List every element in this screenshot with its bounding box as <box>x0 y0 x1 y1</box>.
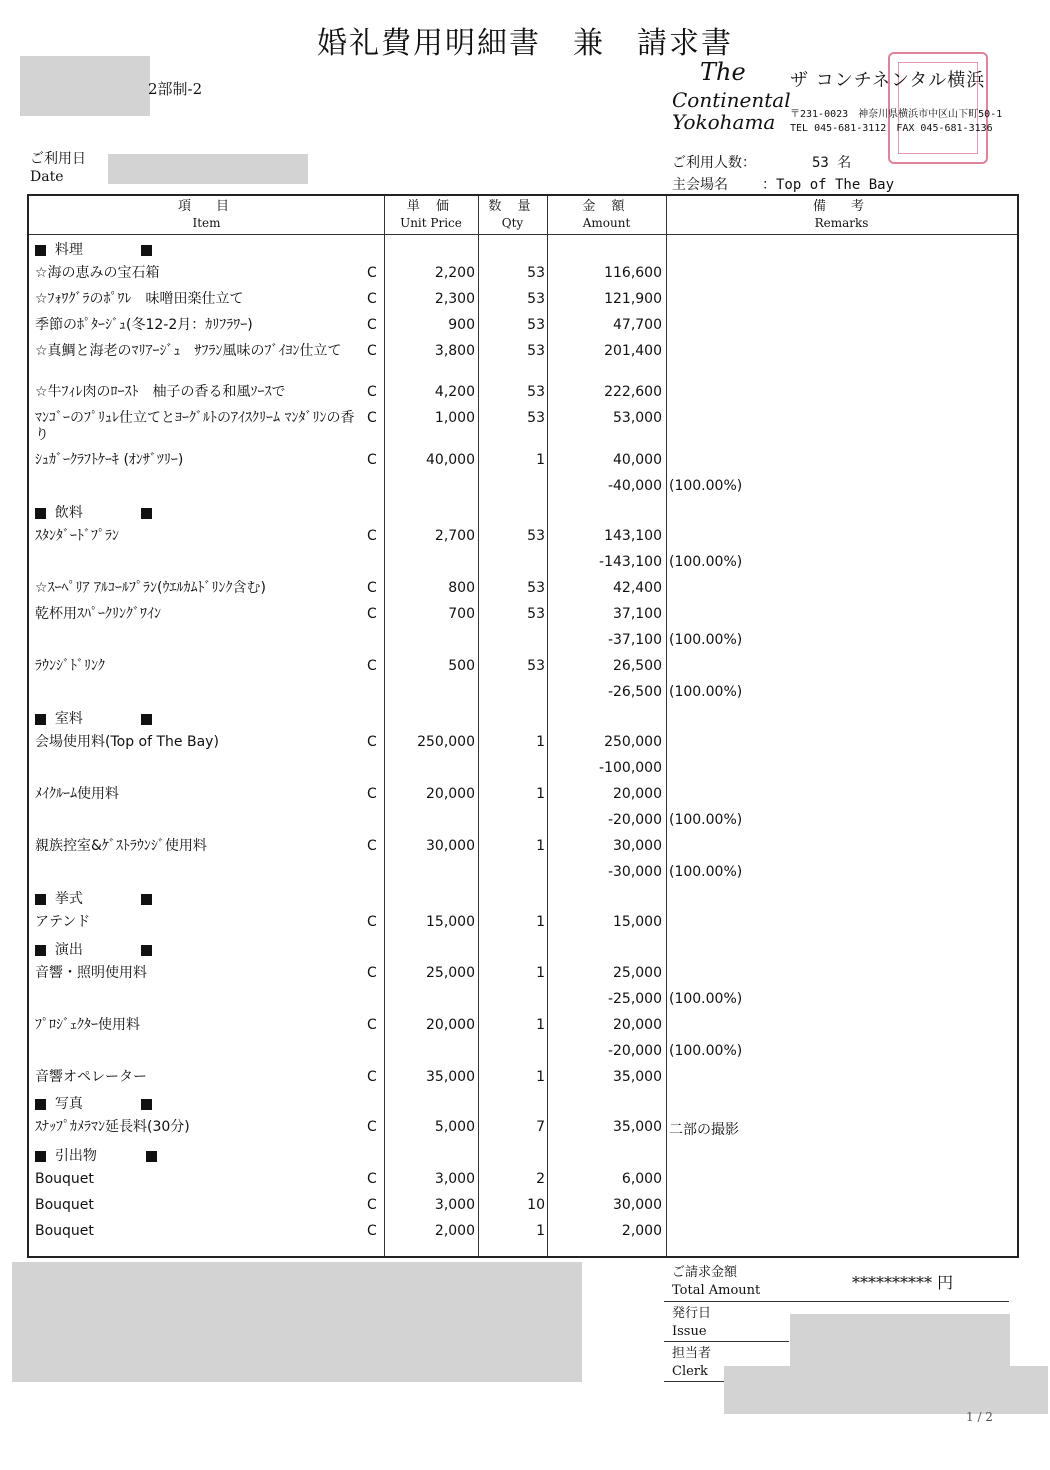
clerk-label-en: Clerk <box>672 1364 708 1379</box>
issue-date-label-en: Issue <box>672 1324 707 1339</box>
section-header: 室料 <box>35 708 152 728</box>
use-date-label <box>30 150 86 186</box>
venue-value: ：Top of The Bay <box>762 177 895 193</box>
section-header: 飲料 <box>35 502 152 522</box>
redacted-notes-block <box>12 1262 582 1382</box>
column-header-item: 項 目 Item <box>177 199 235 230</box>
use-date-label-en: Date <box>30 169 64 185</box>
section-header: 挙式 <box>35 888 152 908</box>
hotel-logo-the: The <box>700 58 746 86</box>
column-header-unit-price: 単 価 Unit Price <box>400 199 462 230</box>
hotel-address <box>790 108 1002 136</box>
hotel-name: ザ コンチネンタル横浜 <box>790 70 986 91</box>
use-date-label-jp: ご利用日 <box>30 151 86 167</box>
hotel-postal-address: 〒231-0023 神奈川県横浜市中区山下町50-1 <box>790 109 1003 120</box>
invoice-table: 項 目 Item 単 価 Unit Price 数 量 Qty 金 額 Amount 備 考 Remarks 料理 ☆海の恵みの宝石箱 C 2,200 53 116,600 ☆ﾌｫﾜｸﾞﾗのﾎﾟﾜﾚ 味噌田楽仕立て C 2,300 53 121,900 季節のﾎﾟﾀｰｼﾞｭ(冬12-2月：ｶﾘﾌﾗﾜｰ) C 900 53 47,700 ☆真鯛と海老のﾏﾘｱｰｼﾞｭ ｻﾌﾗﾝ風味のﾌﾞｲﾖﾝ仕立て C 3,800 53 201,400 ☆牛ﾌｨﾚ肉のﾛｰｽﾄ 柚子の香る和風ｿｰｽで C 4,200 53 222,600 ﾏﾝｺﾞｰのﾌﾟﾘｭﾚ仕立てとﾖｰｸﾞﾙﾄのｱｲｽｸﾘｰﾑ ﾏﾝﾀﾞﾘﾝの香り C 1,000 53 53,000 ｼｭｶﾞｰｸﾗﾌﾄｹｰｷ (ｵﾝｻﾞﾂﾘｰ) C 40,000 1 40,000 -40,000 (100.00%) 飲料 ｽﾀﾝﾀﾞｰﾄﾞﾌﾟﾗﾝ C 2,700 53 143,100 -143,100 (100.00%) ☆ｽｰﾍﾟﾘｱ ｱﾙｺｰﾙﾌﾟﾗﾝ(ｳｴﾙｶﾑﾄﾞﾘﾝｸ含む) C 800 53 42,400 乾杯用ｽﾊﾟｰｸﾘﾝｸﾞﾜｲﾝ C 700 53 37,100 -37,100 (100.00%) ﾗｳﾝｼﾞﾄﾞﾘﾝｸ C 500 53 26,500 -26,500 (100.00%) 室料 会場使用料(Top of The Bay) C 250,000 1 250,000 -100,000 ﾒｲｸﾙｰﾑ使用料 C 20,000 1 20,000 -20,000 (100.00%) 親族控室&ｹﾞｽﾄﾗｳﾝｼﾞ使用料 C 30,000 1 30,000 -30,000 (100.00%) 挙式 アテンド C 15,000 1 15,000 演出 音響・照明使用料 C 25,000 1 25,000 -25,000 (100.00%) ﾌﾟﾛｼﾞｪｸﾀｰ使用料 C 20,000 1 20,000 -20,000 (100.00%) 音響オペレーター C 35,000 1 35,000 写真 ｽﾅｯﾌﾟｶﾒﾗﾏﾝ延長料(30分) C 5,000 7 35,000 二部の撮影 引出物 Bouquet C 3,000 2 6,000 Bouquet C 3,000 10 30,000 Bouquet C 2,000 1 2,000 <box>27 194 1019 1258</box>
redacted-customer-name <box>20 56 150 116</box>
clerk-label-jp: 担当者 <box>672 1346 712 1361</box>
section-header: 演出 <box>35 939 152 959</box>
section-header: 写真 <box>35 1093 152 1113</box>
guests-value: 53 名 <box>812 155 852 171</box>
document-code: 2部制-2 <box>148 80 203 98</box>
hotel-phone-fax: TEL 045-681-3112 FAX 045-681-3136 <box>790 123 993 134</box>
issue-date-label-jp: 発行日 <box>672 1306 712 1321</box>
column-header-qty: 数 量 Qty <box>488 199 537 230</box>
hotel-logo-yokohama: Yokohama <box>672 110 776 134</box>
section-header: 引出物 <box>35 1145 157 1165</box>
guests-label: ご利用人数： <box>672 155 756 171</box>
section-header: 料理 <box>35 239 152 259</box>
total-amount-label-en: Total Amount <box>672 1283 761 1298</box>
redacted-clerk-name <box>724 1366 1048 1414</box>
page-number: 1 / 2 <box>966 1410 993 1424</box>
document-title: 婚礼費用明細書 兼 請求書 <box>317 26 733 61</box>
redacted-issue-date <box>790 1314 1010 1370</box>
redacted-use-date <box>108 154 308 184</box>
column-header-remarks: 備 考 Remarks <box>812 199 870 230</box>
column-header-amount: 金 額 Amount <box>582 199 631 230</box>
total-amount-value: ********** 円 <box>852 1273 954 1292</box>
venue-label: 主会場名 <box>672 177 728 193</box>
total-amount-label-jp: ご請求金額 <box>672 1265 738 1280</box>
hotel-logo-continental: Continental <box>672 88 791 112</box>
